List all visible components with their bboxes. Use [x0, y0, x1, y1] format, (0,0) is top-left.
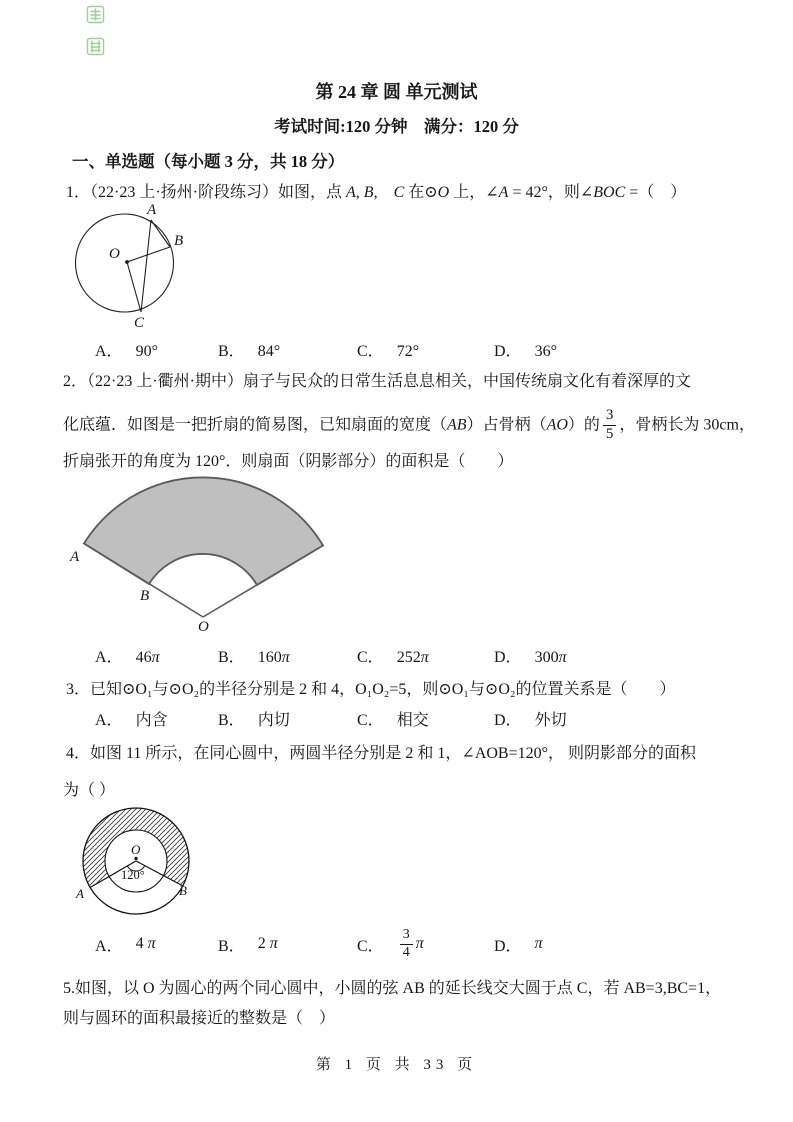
option-b: B． 84°	[218, 343, 281, 360]
point-label-a: A	[147, 202, 157, 218]
watermark-stamp-icon	[88, 39, 104, 55]
option-c: C． 相交	[357, 712, 429, 729]
q1-options	[95, 338, 557, 361]
watermark-stamps	[86, 5, 106, 57]
watermark-stamp-icon	[88, 7, 104, 23]
section-heading: 一、单选题（每小题 3 分，共 18 分）	[72, 152, 345, 171]
option-a: A． 4 π	[95, 935, 156, 955]
option-d: D． 36°	[494, 343, 557, 360]
option-d: D． 300π	[494, 649, 567, 666]
point-label-b: B	[140, 588, 150, 604]
question-5-line2: 则与圆环的面积最接近的整数是（ ）	[63, 1010, 336, 1027]
page-footer: 第 1 页 共 33 页	[315, 1057, 478, 1073]
question-2-line3: 折扇张开的角度为 120°．则扇面（阴影部分）的面积是（ ）	[63, 453, 514, 470]
fraction-three-fifths: $\frac{3}{5}$	[603, 408, 617, 443]
point-label-o: O	[198, 619, 209, 635]
q2-options	[95, 644, 567, 667]
q3-options	[95, 707, 567, 730]
question-4-line1: 4．如图 11 所示，在同心圆中，两圆半径分别是 2 和 1，∠AOB=120°， 则阴影部分的面积	[66, 745, 697, 762]
page-title: 第 24 章 圆 单元测试	[315, 82, 478, 102]
option-c: C． 72°	[357, 343, 420, 360]
q1-circle-figure	[70, 200, 192, 338]
option-a: A． 内含	[95, 712, 168, 729]
question-4-line2: 为（ ）	[63, 782, 116, 799]
option-c: C． $\frac{3}{4}$ π	[357, 926, 424, 960]
point-label-o: O	[109, 246, 120, 262]
option-d: D． π	[494, 935, 543, 955]
question-3-text: 3．已知⊙O₁与⊙O₂的半径分别是 2 和 4，O₁O₂=5，则⊙O₁与⊙O₂的位置关系是（ ）	[66, 681, 676, 698]
point-label-a: A	[76, 886, 84, 901]
center-point-o	[134, 857, 137, 860]
option-c: C． 252π	[357, 649, 429, 666]
q4-concentric-circles-figure	[63, 797, 213, 925]
fan-shaded-sector	[84, 477, 323, 585]
option-b: B． 2 π	[218, 935, 278, 955]
q2-fan-figure	[58, 470, 343, 640]
point-label-b: B	[174, 233, 184, 249]
circle-outline	[76, 214, 174, 312]
exam-info: 考试时间:120 分钟 满分：120 分	[274, 117, 519, 136]
option-b: B． 内切	[218, 712, 290, 729]
question-1-text: 1．（22·23 上·扬州·阶段练习）如图，点 A, B, C 在⊙O 上，∠A = 42°，则∠BOC =（ ）	[66, 184, 687, 201]
point-label-b: B	[179, 883, 187, 898]
question-2-line1: 2．（22·23 上·衢州·期中）扇子与民众的日常生活息息相关，中国传统扇文化有着深厚的文	[63, 373, 691, 390]
point-label-a: A	[70, 549, 80, 565]
angle-label: 120°	[121, 868, 145, 882]
q4-options	[95, 922, 543, 966]
option-a: A． 90°	[95, 343, 158, 360]
option-a: A． 46π	[95, 649, 160, 666]
point-label-c: C	[134, 315, 145, 331]
question-5-line1: 5.如图，以 O 为圆心的两个同心圆中，小圆的弦 AB 的延长线交大圆于点 C，若 AB=3,BC=1，	[63, 980, 722, 997]
option-d: D． 外切	[494, 712, 567, 729]
question-2-line2: 化底蕴．如图是一把折扇的简易图，已知扇面的宽度（AB）占骨柄（AO）的 $\frac{3}{5}$ ，骨柄长为 30cm，	[63, 407, 755, 442]
option-b: B． 160π	[218, 649, 290, 666]
point-label-o: O	[131, 842, 141, 857]
fraction-three-quarters: $\frac{3}{4}$	[400, 928, 413, 960]
